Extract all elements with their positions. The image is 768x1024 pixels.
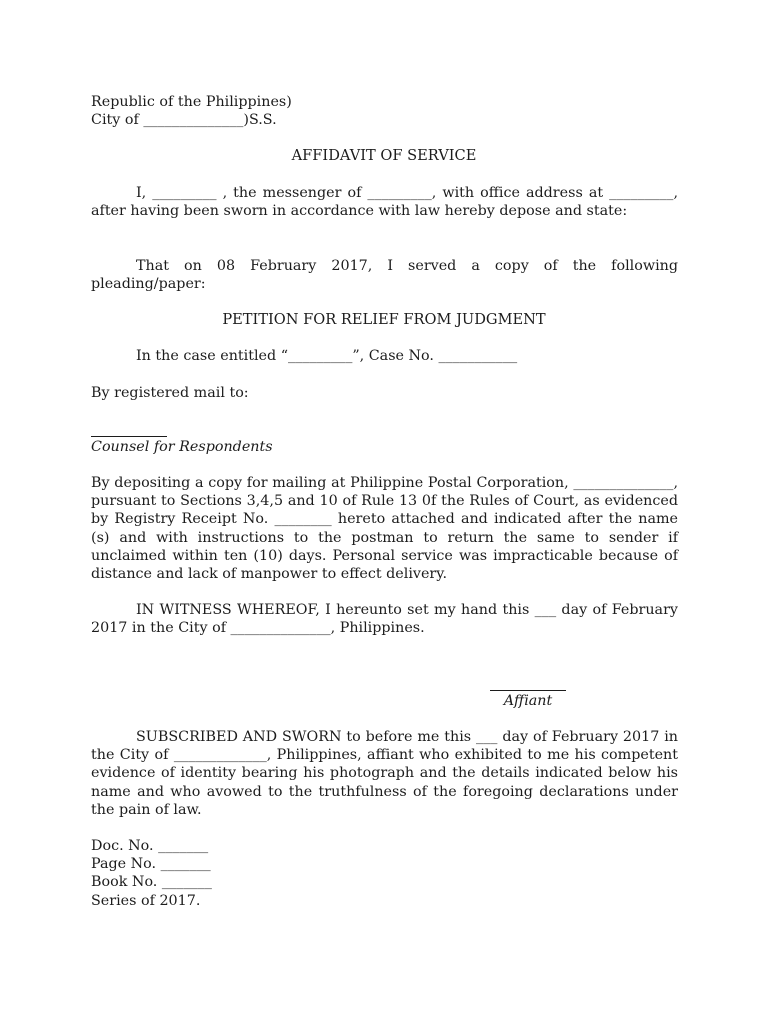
counsel-signature-line — [91, 436, 167, 437]
document-title: AFFIDAVIT OF SERVICE — [291, 147, 477, 164]
pleading-title: PETITION FOR RELIEF FROM JUDGMENT — [222, 311, 546, 328]
venue-header — [91, 93, 678, 129]
venue-republic: Republic of the Philippines) — [91, 94, 292, 110]
counsel-label: Counsel for Respondents — [91, 439, 273, 455]
doc-number: Doc. No. _______ — [91, 838, 209, 854]
notarial-details — [91, 837, 678, 910]
venue-city: City of ______________)S.S. — [91, 112, 277, 129]
witness-paragraph: IN WITNESS WHEREOF, I hereunto set my hand this ___ day of February 2017 in the City of ______________, Philippines. — [91, 602, 678, 637]
mail-line: By registered mail to: — [91, 385, 249, 401]
served-paragraph: That on 08 February 2017, I served a copy of the following pleading/paper: — [91, 258, 678, 293]
series-year: Series of 2017. — [91, 892, 201, 909]
subscribed-paragraph: SUBSCRIBED AND SWORN to before me this ___ day of February 2017 in the City of _____________, Philippines, affiant who exhibited to me his competent evidence of identity bearing his photograph and the details indicated below his name and who avowed to the truthfulness of the foregoing declarations under the pain of law. — [91, 729, 678, 818]
intro-paragraph: I, _________ , the messenger of _________, with office address at _________, after having been sworn in accordance with law hereby depose and state: — [91, 185, 678, 220]
book-number: Book No. _______ — [91, 874, 212, 891]
affiant-signature-line — [490, 690, 566, 691]
deposit-paragraph: By depositing a copy for mailing at Philippine Postal Corporation, ______________, pursuant to Sections 3,4,5 and 10 of Rule 13 0f the Rules of Court, as evidenced by Registry Receipt No. ________ hereto attached and indicated after the name (s) and with instructions to the postman to return the same to sender if unclaimed within ten (10) days. Personal service was impracticable because of distance and lack of manpower to effect delivery. — [91, 475, 678, 583]
page-number: Page No. _______ — [91, 856, 211, 873]
case-line: In the case entitled “_________”, Case No. ___________ — [136, 348, 518, 364]
affiant-label: Affiant — [503, 693, 553, 709]
